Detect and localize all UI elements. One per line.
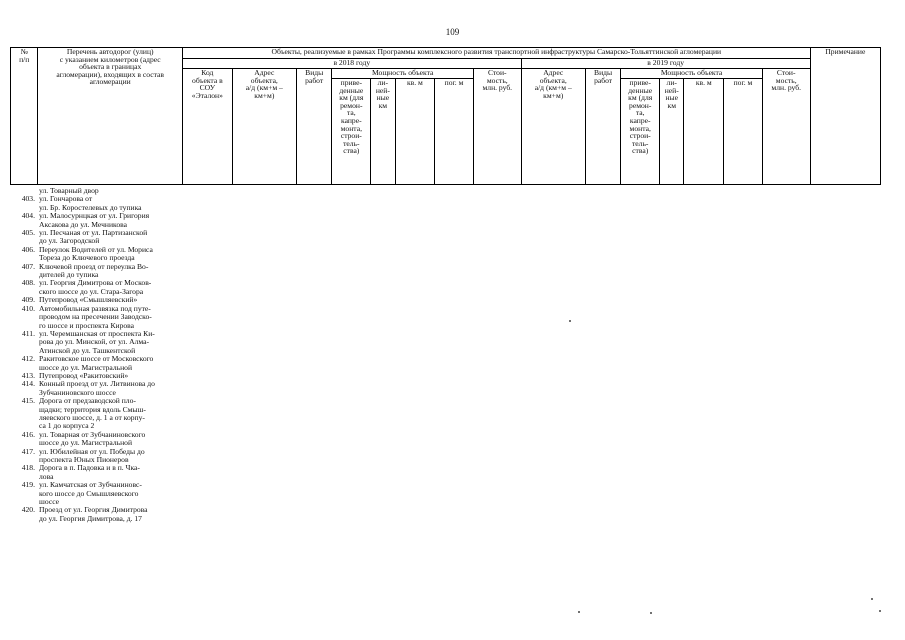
row-road-name: ул. Малосурнцкая от ул. Григория Аксакова до ул. Мечникова [39,211,150,229]
row-number: 406. [21,244,35,254]
row-number: 418. [21,463,35,473]
row-number: 417. [21,446,35,456]
year-2019-header: в 2019 году [521,59,810,69]
row-road-name: ул. Гончарова от ул. Бр. Коростелевых до тупика [39,194,142,212]
row-number: 405. [21,228,35,238]
capacity-2019-header: Мощность объекта [621,69,762,79]
sqm-2018-header: кв. м [395,79,435,185]
row-road-name: Ракитовское шоссе от Московского шоссе до ул. Магистральной [39,354,154,372]
cost-2018-header: Стои- мость, млн. руб. [473,69,521,185]
row-number: 403. [21,194,35,204]
scan-speck [879,610,881,612]
year-2018-header: в 2018 году [182,59,521,69]
scan-speck [578,611,580,613]
linear-km-2018-header: ли- ней- ные км [371,79,395,185]
row-number: 420. [21,505,35,515]
list-item [10,448,190,465]
reduced-km-2019-header: приве- денные км (для ремон- та, капре- монта, строи- тель- ства) [621,79,660,185]
address-2019-header: Адрес объекта, а/д (км+м – км+м) [521,69,585,185]
list-item [10,187,190,195]
list-item [10,195,190,212]
linear-km-2019-header: ли- ней- ные км [660,79,684,185]
pm-2019-header: пог. м [724,79,763,185]
row-road-name: Переулок Водителей от ул. Мориса Тореза до Ключевого проезда [39,244,153,263]
list-item [10,397,190,431]
row-road-name: Ключевой проезд от переулка Во- дителей до тупика [39,261,149,280]
row-road-name: Дорога от предзаводской пло- щадки; территория вдоль Смыш- ляевского шоссе, д. 1 а от корпу- са 1 до корпуса 2 [39,396,146,431]
works-2018-header: Виды работ [296,69,332,185]
row-road-name: ул. Камчатская от Зубчаниновс- кого шоссе до Смышляевского шоссе [39,480,142,507]
row-number: 416. [21,429,35,439]
scan-speck [650,612,652,614]
row-number: 419. [21,480,35,490]
address-2018-header: Адрес объекта, а/д (км+м – км+м) [232,69,296,185]
list-item [10,330,190,355]
row-road-name: Путепровод «Смышляевский» [39,295,138,305]
row-road-name: ул. Товарный двор [39,186,99,195]
pm-2018-header: пог. м [435,79,474,185]
page-number: 109 [445,27,460,37]
list-item [10,246,190,263]
col-objects-header: Объекты, реализуемые в рамках Программы комплексного развития транспортной инфраструктуры Самарско-Тольяттинской агломерации [182,48,810,59]
road-list [10,187,190,523]
list-item [10,212,190,229]
col-note-header: Примечание [810,48,880,185]
row-road-name: ул. Товарная от Зубчаниновского шоссе до ул. Магистральной [39,429,146,448]
list-item [10,481,190,506]
list-item [10,355,190,372]
cost-2019-header: Стои- мость, млн. руб. [762,69,810,185]
sqm-2019-header: кв. м [684,79,724,185]
row-number: 413. [21,370,35,380]
capacity-2018-header: Мощность объекта [332,69,473,79]
scan-speck [569,320,571,322]
row-number: 410. [21,303,35,313]
row-road-name: ул. Юбилейная от ул. Победы до проспекта Юных Пионеров [39,446,145,464]
list-item [10,229,190,246]
row-number: 409. [21,295,35,305]
row-road-name: Дорога в п. Падовка и в п. Чка- лова [39,463,140,481]
row-number: 411. [21,328,35,338]
row-road-name: ул. Черемшанская от проспекта Ки- рова до ул. Минской, от ул. Алма- Атинской до ул. Ташкентской [39,328,155,355]
reduced-km-2018-header: приве- денные км (для ремон- та, капре- монта, строи- тель- ства) [332,79,371,185]
row-road-name: Конный проезд от ул. Литвинова до Зубчаниновского шоссе [39,379,155,397]
row-road-name: Путепровод «Ракитовский» [39,370,129,380]
list-item [10,305,190,330]
row-road-name: Автомобильная развязка под путе- проводом на пресечении Заводско- го шоссе и проспекта Кирова [39,303,152,330]
list-item [10,506,190,523]
row-number: 415. [21,396,35,406]
col-num-header: № п/п [11,48,38,185]
list-item [10,380,190,397]
row-road-name: ул. Георгия Димитрова от Москов- ского шоссе до ул. Стара-Загора [39,278,152,296]
works-2019-header: Виды работ [585,69,621,185]
header-table [10,47,881,185]
row-number: 407. [21,261,35,271]
row-road-name: ул. Песчаная от ул. Партизанской до ул. Загородской [39,228,148,246]
list-item [10,279,190,296]
row-road-name: Проезд от ул. Георгия Димитрова до ул. Георгия Димитрова, д. 17 [39,505,148,523]
scan-speck [871,598,873,600]
col-list-header: Перечень автодорог (улиц) с указанием километров (адрес объекта в границах агломерации), входящих в состав агломерации [38,48,182,185]
list-item [10,464,190,481]
code-header: Код объекта в СОУ «Эталон» [182,69,232,185]
list-item [10,431,190,448]
row-number: 414. [21,379,35,389]
row-number: 412. [21,354,35,364]
row-number: 404. [21,211,35,221]
list-item [10,263,190,280]
row-number: 408. [21,278,35,288]
